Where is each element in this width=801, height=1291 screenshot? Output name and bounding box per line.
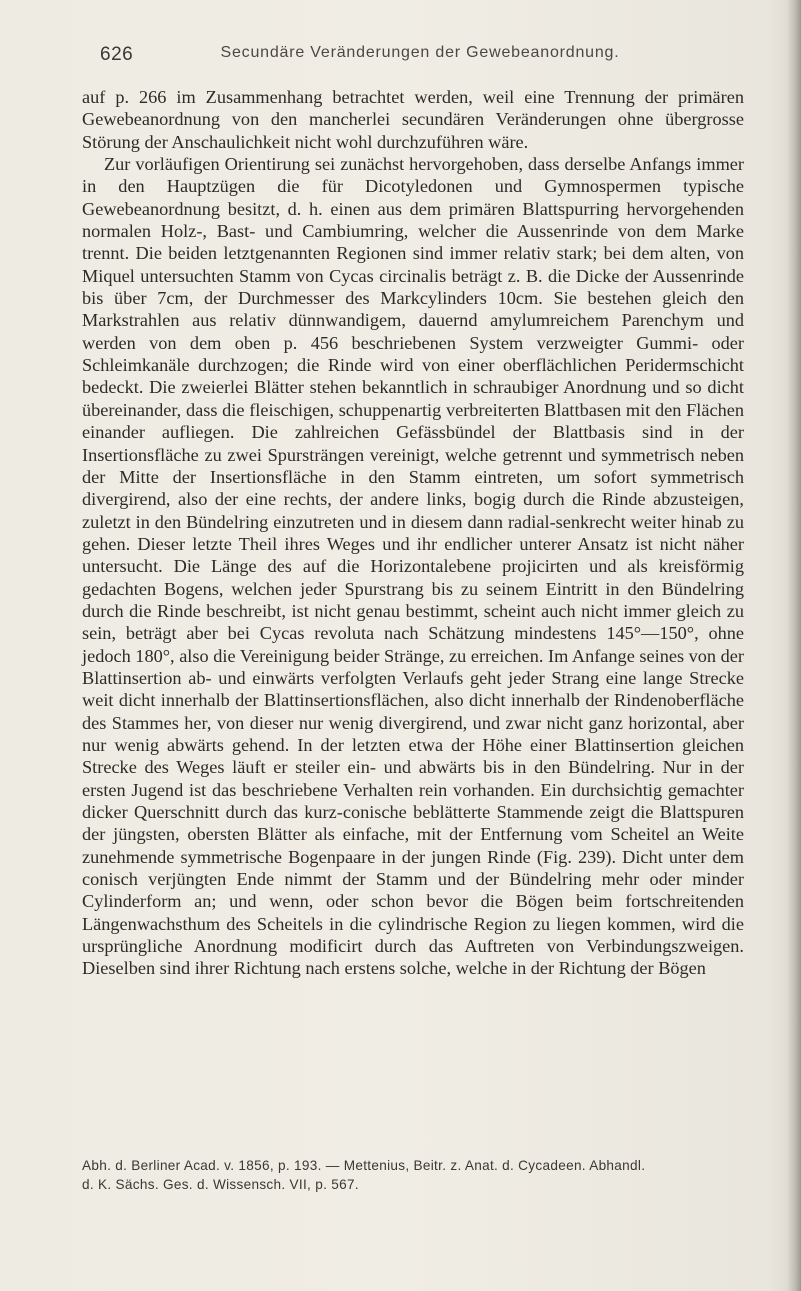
footnote-line: Abh. d. Berliner Acad. v. 1856, p. 193. — Mettenius, Beitr. z. Anat. d. Cycadeen. Abhandl. — [82, 1158, 646, 1173]
page-header — [100, 44, 740, 68]
paragraph-continued: auf p. 266 im Zusammenhang betrachtet werden, weil eine Trennung der primären Gewebeanordnung von den mancherlei secundären Veränderungen ohne übergrosse Störung der Anschaulichkeit nicht wohl durchzuführen wäre. — [82, 87, 744, 152]
footnote-line: d. K. Sächs. Ges. d. Wissensch. VII, p. 567. — [82, 1177, 359, 1192]
running-head: Secundäre Veränderungen der Gewebeanordnung. — [220, 44, 620, 61]
page-edge-shadow — [787, 0, 801, 1291]
paragraph-orientation: Zur vorläufigen Orientirung sei zunächst hervorgehoben, dass derselbe Anfangs immer in den Hauptzügen die für Dicotyledonen und Gymnospermen typische Gewebeanordnung besitzt, d. h. einen aus dem primären Blattspurring hervorgehenden normalen Holz-, Bast- und Cambiumring, welcher die Aussenrinde von dem Marke trennt. Die beiden letztgenannten Regionen sind immer relativ stark; bei dem alten, von Miquel untersuchten Stamm von Cycas circinalis beträgt z. B. die Dicke der Aussenrinde bis über 7cm, der Durchmesser des Markcylinders 10cm. Sie bestehen gleich den Markstrahlen aus relativ dünnwandigem, dauernd amylumreichem Parenchym und werden von dem oben p. 456 beschriebenen System verzweigter Gummi- oder Schleimkanäle durchzogen; die Rinde wird von einer oberflächlichen Peridermschicht bedeckt. Die zweierlei Blätter stehen bekanntlich in schraubiger Anordnung und so dicht übereinander, dass die fleischigen, schuppenartig verbreiterten Blattbasen mit den Flächen einander aufliegen. Die zahlreichen Gefässbündel der Blattbasis sind in der Insertionsfläche zu zwei Spursträngen vereinigt, welche getrennt und symmetrisch neben der Mitte der Insertionsfläche in den Stamm eintreten, um sofort symmetrisch divergirend, also der eine rechts, der andere links, bogig durch die Rinde abzusteigen, zuletzt in den Bündelring einzutreten und in diesem dann radial-senkrecht weiter hinab zu gehen. Dieser letzte Theil ihres Weges und ihr endlicher unterer Ansatz ist nicht näher untersucht. Die Länge des auf die Horizontalebene projicirten und als kreisförmig gedachten Bogens, welchen jeder Spurstrang bis zu seinem Eintritt in den Bündelring durch die Rinde beschreibt, ist nicht genau bestimmt, scheint auch nicht immer gleich zu sein, beträgt aber bei Cycas revoluta nach Schätzung mindestens 145°—150°, ohne jedoch 180°, also die Vereinigung beider Stränge, zu erreichen. Im Anfange seines von der Blattinsertion ab- und einwärts verfolgten Verlaufs geht jeder Strang eine lange Strecke weit dicht innerhalb der Blattinsertionsflächen, also dicht innerhalb der Rindenoberfläche des Stammes her, von dieser nur wenig divergirend, und zwar nicht ganz horizontal, aber nur wenig abwärts gehend. In der letzten etwa der Höhe einer Blattinsertion gleichen Strecke des Weges läuft er steiler ein- und abwärts bis in den Bündelring. Nur in der ersten Jugend ist das beschriebene Verhalten rein vorhanden. Ein durchsichtig gemachter dicker Querschnitt durch das kurz-conische beblätterte Stammende zeigt die Blattspuren der jüngsten, obersten Blätter als einfache, mit der Entfernung vom Scheitel an Weite zunehmende symmetrische Bogenpaare in der jungen Rinde (Fig. 239). Dicht unter dem conisch verjüngten Ende nimmt der Stamm und der Bündelring mehr oder minder Cylinderform an; und wenn, oder schon bevor die Bögen beim fortschreitenden Längenwachsthum des Scheitels in die cylindrische Region zu liegen kommen, wird die ursprüngliche Anordnung modificirt durch das Auftreten von Verbindungszweigen. Dieselben sind ihrer Richtung nach erstens solche, welche in der Richtung der Bögen — [82, 154, 744, 979]
body-text — [82, 86, 744, 980]
page-number: 626 — [100, 44, 134, 65]
footnotes — [82, 1156, 762, 1194]
